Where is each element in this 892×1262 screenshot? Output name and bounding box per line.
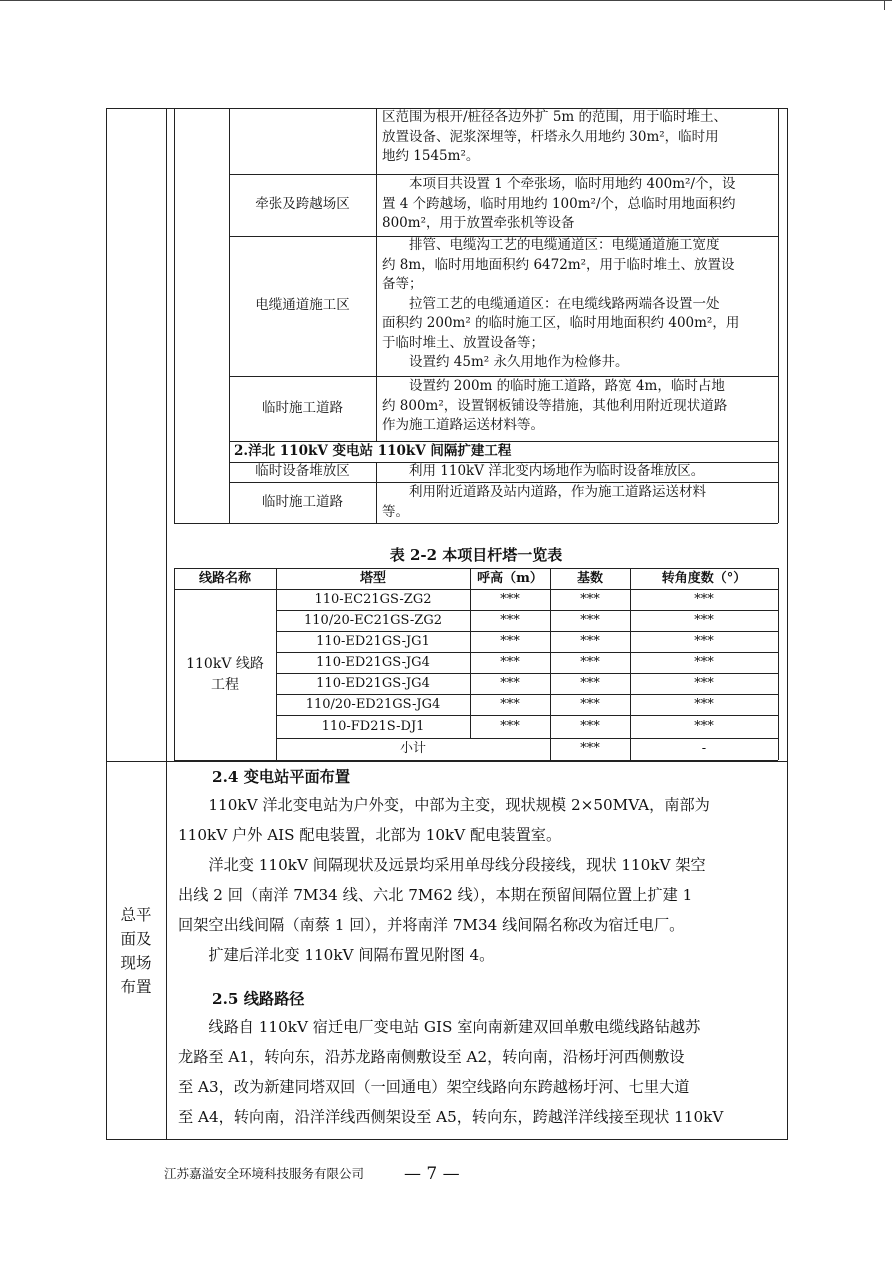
table-row-label: 临时施工道路 [262,400,343,416]
section-2-4-body: 110kV 洋北变电站为户外变，中部为主变，现状规模 2×50MVA，南部为 110kV 户外 AIS 配电装置，北部为 10kV 配电装置室。 洋北变 110kV 间隔现状及远景均采用单母线分段接线，现状 110kV 架空 出线 2 回（南洋 7M34 线、六北 7M62 线），本期在预留间隔位置上扩建 1 回架空出线间隔（南蔡 1 回），并将南洋 7M34 线间隔名称改为宿迁电厂。 扩建后洋北变 110kV 间隔布置见附图 4。 [178,796,710,964]
table-subtitle: 2.洋北 110kV 变电站 110kV 间隔扩建工程 [234,443,512,459]
group-label: 110kV 线路 工程 [186,656,264,693]
section-2-5-body: 线路自 110kV 宿迁电厂变电站 GIS 室向南新建双回单敷电缆线路钻越苏 龙路至 A1，转向东，沿苏龙路南侧敷设至 A2，转向南，沿杨圩河西侧敷设 至 A3，改为新建同塔双回（一回通电）架空线路向东跨越杨圩河、七里大道 至 A4，转向南，沿洋洋线西侧架设至 A5，转向东，跨越洋洋线接至现状 110kV [178,1018,724,1126]
table-row-text: 利用 110kV 洋北变内场地作为临时设备堆放区。 [382,463,705,479]
table-row-text: 设置约 200m 的临时施工道路，路宽 4m，临时占地 约 800m²，设置钢板铺设等措施，其他利用附近现状道路 作为施工道路运送材料等。 [382,378,728,433]
table-row-label: 牵张及跨越场区 [255,196,350,212]
table-row-text: 排管、电缆沟工艺的电缆通道区：电缆通道施工宽度 约 8m，临时用地面积约 6472m²，用于临时堆土、放置设 备等； 拉管工艺的电缆通道区：在电缆线路两端各设置一处 面积约 200m² 的临时施工区，临时用地面积约 400m²，用 于临时堆土、放置设备等； 设置约 45m² 永久用地作为检修井。 [382,237,740,370]
left-column-divider [166,108,167,1140]
left-section-label: 总平 面及 现场 布置 [120,906,152,996]
page-number: — 7 — [404,1164,460,1184]
column-header: 塔型 [359,571,386,586]
section-title-2-5: 2.5 线路路径 [212,990,305,1008]
column-header: 转角度数（°） [661,571,747,586]
page-corner-tick [884,0,885,10]
column-header: 呼高（m） [477,571,543,586]
footer-company: 江苏嘉溢安全环境科技服务有限公司 [164,1166,365,1181]
page-top-edge [0,0,892,1]
table-caption: 表 2-2 本项目杆塔一览表 [389,546,563,564]
column-header: 线路名称 [198,571,251,586]
table-row-label: 电缆通道施工区 [255,297,350,313]
table-row-text: 利用附近道路及站内道路，作为施工道路运送材料 等。 [382,484,706,520]
section-title-2-4: 2.4 变电站平面布置 [212,768,351,786]
column-header: 基数 [576,571,603,586]
table-row-label: 临时施工道路 [262,494,343,510]
table-row-label: 临时设备堆放区 [255,463,350,479]
table-row-text: 本项目共设置 1 个牵张场，临时用地约 400m²/个，设 置 4 个跨越场，临时用地约 100m²/个，总临时用地面积约 800m²，用于放置牵张机等设备 [382,176,736,231]
section-separator [106,761,788,762]
table-row-text: 区范围为根开/桩径各边外扩 5m 的范围，用于临时堆土、 放置设备、泥浆深埋等，杆塔永久用地约 30m²，临时用 地约 1545m²。 [382,109,728,164]
